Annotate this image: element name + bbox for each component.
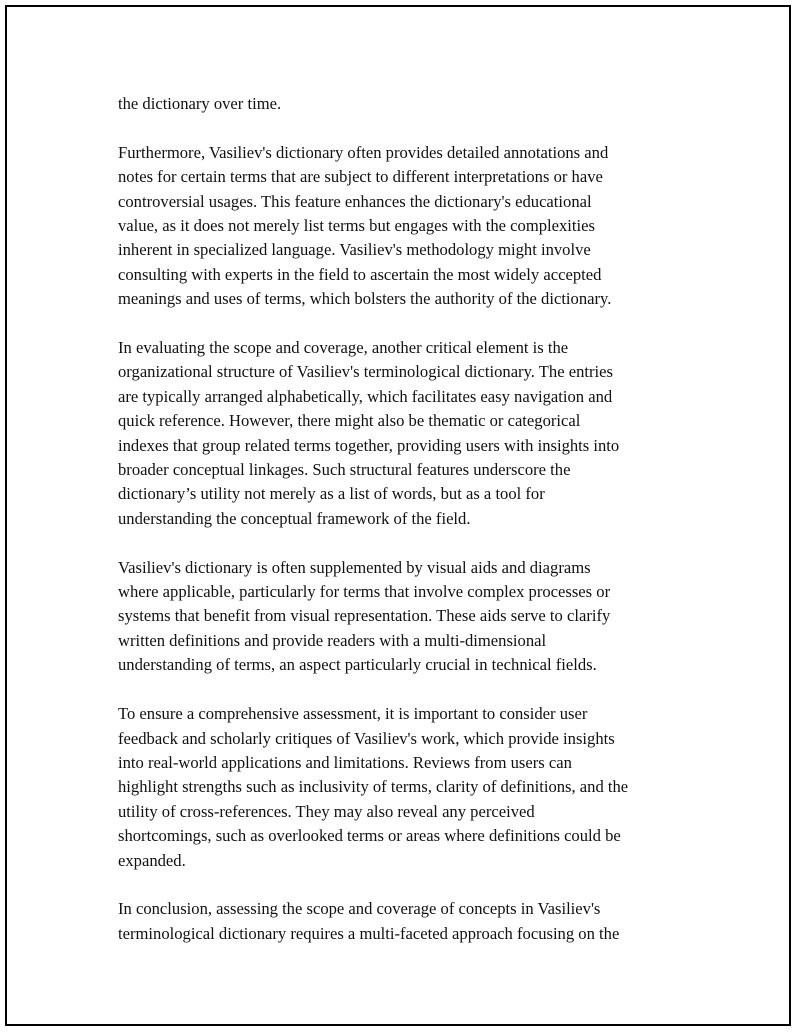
text-line: written definitions and provide readers with a multi-dimensional xyxy=(118,630,547,650)
text-line: inherent in specialized language. Vasiliev's methodology might involve xyxy=(118,240,591,260)
text-line: understanding the conceptual framework of the field. xyxy=(118,508,471,528)
text-line: indexes that group related terms together, providing users with insights into xyxy=(118,435,620,455)
paragraph-6 xyxy=(118,897,718,946)
text-line: shortcomings, such as overlooked terms or areas where definitions could be xyxy=(118,826,621,846)
text-line: into real-world applications and limitations. Reviews from users can xyxy=(118,752,572,772)
text-line: feedback and scholarly critiques of Vasiliev's work, which provide insights xyxy=(118,728,615,748)
text-line: highlight strengths such as inclusivity of terms, clarity of definitions, and the xyxy=(118,777,629,797)
text-line: controversial usages. This feature enhances the dictionary's educational xyxy=(118,191,592,211)
text-line: utility of cross-references. They may also reveal any perceived xyxy=(118,801,535,821)
text-line: Vasiliev's dictionary is often supplemented by visual aids and diagrams xyxy=(118,557,591,577)
text-line: the dictionary over time. xyxy=(118,94,282,113)
text-line: understanding of terms, an aspect particularly crucial in technical fields. xyxy=(118,655,597,675)
text-line: systems that benefit from visual representation. These aids serve to clarify xyxy=(118,606,611,626)
text-line: value, as it does not merely list terms but engages with the complexities xyxy=(118,216,595,236)
text-line: dictionary’s utility not merely as a list of words, but as a tool for xyxy=(118,484,545,504)
text-line: quick reference. However, there might also be thematic or categorical xyxy=(118,411,581,431)
document-body xyxy=(118,92,718,971)
text-line: meanings and uses of terms, which bolsters the authority of the dictionary. xyxy=(118,289,612,309)
text-line: broader conceptual linkages. Such structural features underscore the xyxy=(118,460,571,480)
text-line: In conclusion, assessing the scope and coverage of concepts in Vasiliev's xyxy=(118,899,601,919)
paragraph-1 xyxy=(118,92,718,116)
text-line: terminological dictionary requires a multi-faceted approach focusing on the xyxy=(118,923,620,943)
paragraph-4 xyxy=(118,556,718,678)
text-line: Furthermore, Vasiliev's dictionary often provides detailed annotations and xyxy=(118,142,609,162)
paragraph-2 xyxy=(118,141,718,312)
text-line: consulting with experts in the field to ascertain the most widely accepted xyxy=(118,264,602,284)
text-line: expanded. xyxy=(118,850,186,870)
paragraph-3 xyxy=(118,336,718,531)
text-line: where applicable, particularly for terms that involve complex processes or xyxy=(118,582,611,602)
text-line: In evaluating the scope and coverage, another critical element is the xyxy=(118,338,569,358)
paragraph-5 xyxy=(118,702,718,873)
text-line: are typically arranged alphabetically, which facilitates easy navigation and xyxy=(118,386,613,406)
text-line: notes for certain terms that are subject to different interpretations or have xyxy=(118,167,603,187)
text-line: To ensure a comprehensive assessment, it is important to consider user xyxy=(118,704,588,724)
text-line: organizational structure of Vasiliev's terminological dictionary. The entries xyxy=(118,362,613,382)
